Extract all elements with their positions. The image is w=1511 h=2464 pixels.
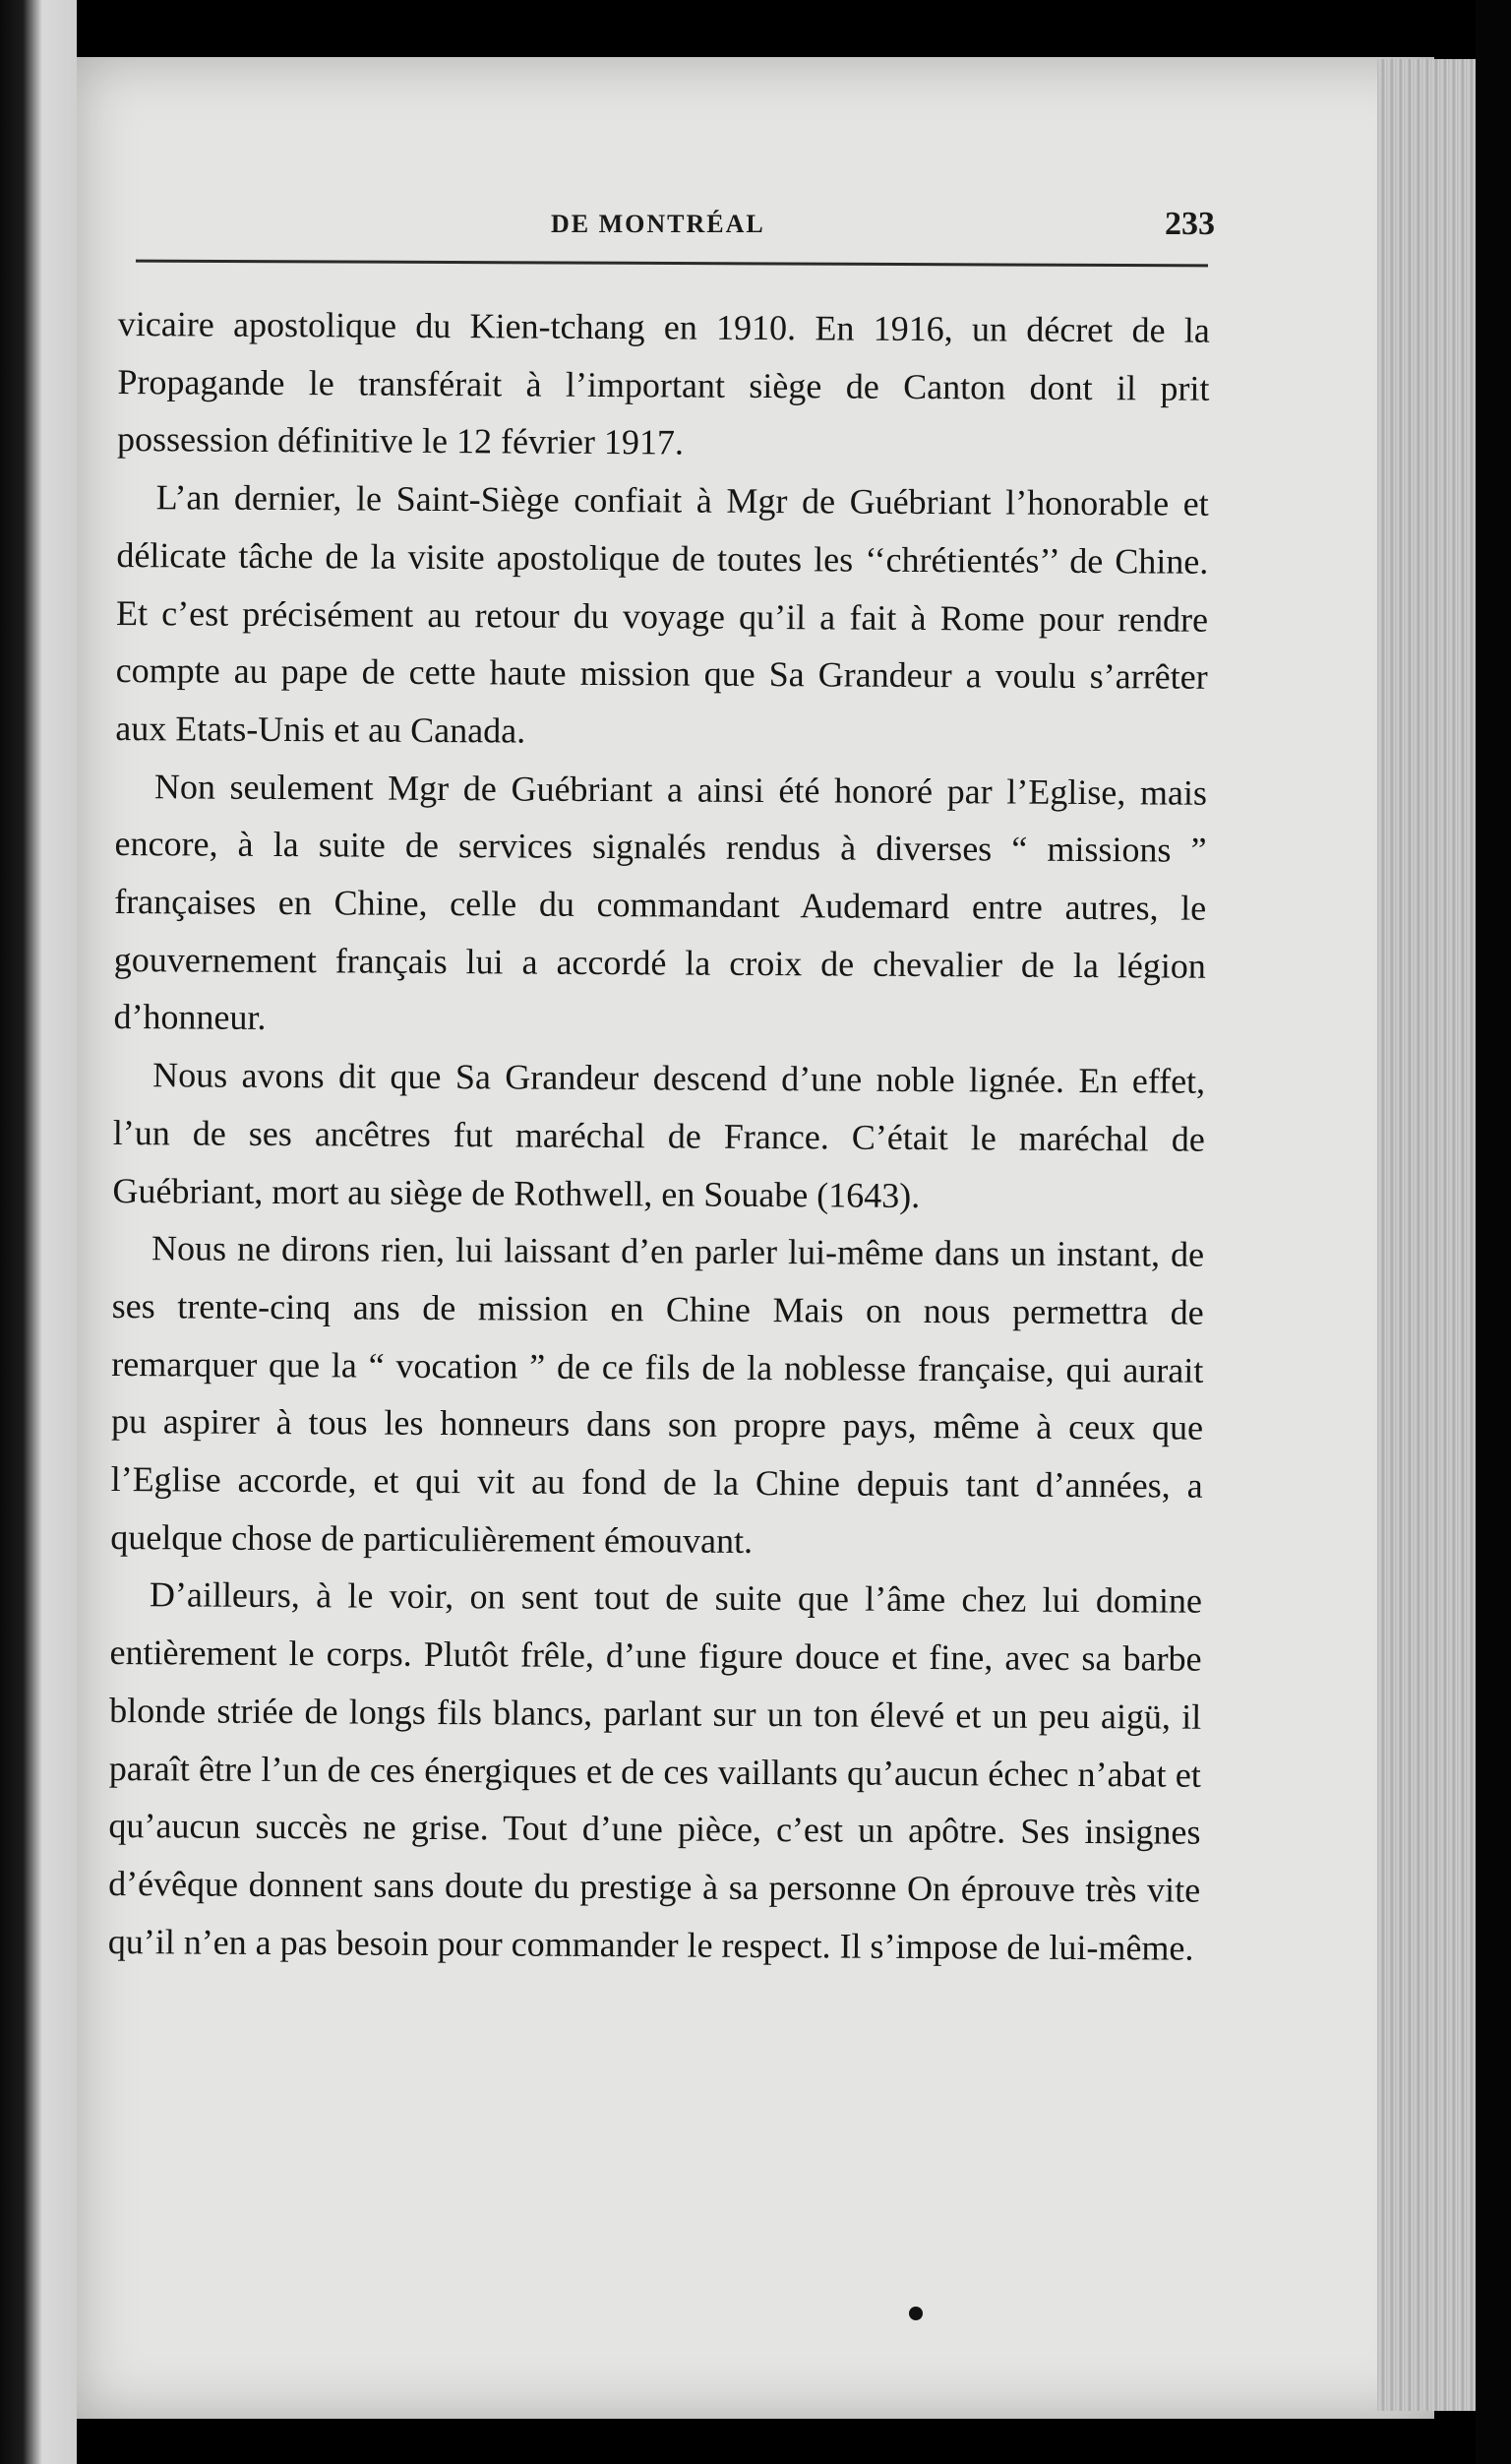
page-edges	[1377, 59, 1485, 2411]
adjacent-page-strip	[0, 0, 77, 2464]
paragraph-5: Nous ne dirons rien, lui laissant d’en parler lui-même dans un instant, de ses trente-cinq ans de mission en Chine Mais on nous permettra de remarquer que la “ vocation ” de ce fils de la noblesse française, qui aurait pu aspirer à tous les honneurs dans son propre pays, même à ceux que l’Eglise accorde, et qui vit au fond de la Chine depuis tant d’années, a quelque chose de particulièrement émouvant.	[110, 1228, 1205, 1561]
running-head: DE MONTRÉAL	[551, 210, 765, 238]
paragraph-2: L’an dernier, le Saint-Siège confiait à Mgr de Guébriant l’honorable et délicate tâche de la visite apostolique de toutes les ‘‘chrétientés’’ de Chine. Et c’est précisément au retour du voyage qu’il a fait à Rome pour rendre compte au pape de cette haute mission que Sa Grandeur a voulu s’arrêter aux Etats-Unis et au Canada.	[115, 477, 1209, 751]
body-text	[108, 295, 1210, 1977]
paragraph-3: Non seulement Mgr de Guébriant a ainsi été honoré par l’Eglise, mais encore, à la suite de services signalés rendus à diverses “ missions ” françaises en Chine, celle du commandant Audemard entre autres, le gouvernement français lui a accordé la croix de chevalier de la légion d’honneur.	[113, 766, 1208, 1038]
paragraph-4: Nous avons dit que Sa Grandeur descend d’une noble lignée. En effet, l’un de ses ancêtres fut maréchal de France. C’était le maréchal de Guébriant, mort au siège de Rothwell, en Souabe (1643).	[112, 1055, 1206, 1215]
scan-border	[1476, 0, 1511, 2464]
paragraph-6: D’ailleurs, à le voir, on sent tout de suite que l’âme chez lui domine entièrement le corps. Plutôt frêle, d’une figure douce et fine, avec sa barbe blonde striée de longs fils blancs, parlant sur un ton élevé et un peu aigü, il paraît être l’un de ces énergiques et de ces vaillants qu’aucun échec n’abat et qu’aucun succès ne grise. Tout d’une pièce, c’est un apôtre. Ses insignes d’évêque donnent sans doute du prestige à sa personne On éprouve très vite qu’il n’en a pas besoin pour commander le respect. Il s’impose de lui-même.	[107, 1574, 1203, 1968]
page-number: 233	[1165, 206, 1215, 242]
printer-mark	[909, 2307, 923, 2320]
page-header	[138, 202, 1215, 251]
paragraph-1: vicaire apostolique du Kien-tchang en 1910. En 1916, un décret de la Propagande le transférait à l’important siège de Canton dont il prit possession définitive le 12 février 1917.	[116, 303, 1210, 462]
